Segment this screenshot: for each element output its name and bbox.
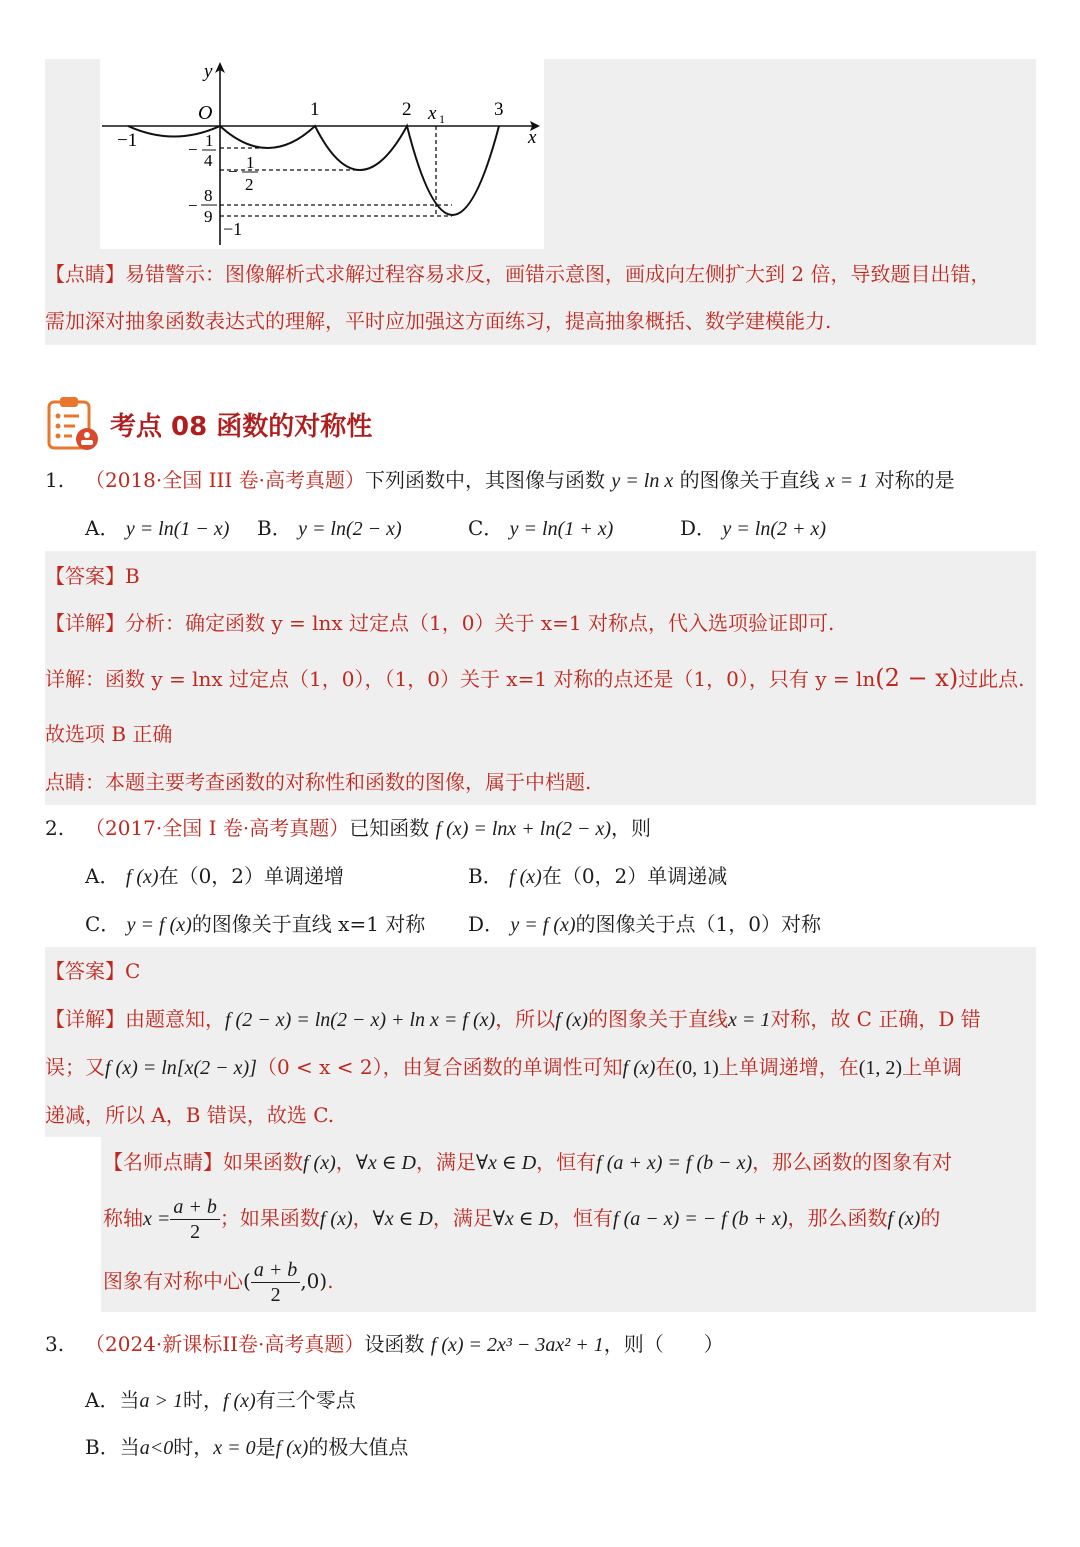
q1-detail-3 bbox=[45, 721, 172, 747]
q1-detail-line-3: 故选项 B 正确 bbox=[45, 722, 173, 746]
q2-ms2k: ，那么函数 bbox=[787, 1206, 888, 1230]
q1-answer-tag: 【答案】 bbox=[45, 564, 125, 588]
q2-detail-3 bbox=[45, 1102, 334, 1128]
q2-option-c bbox=[85, 911, 425, 938]
q2-d2h: (1, 2) bbox=[858, 1057, 903, 1079]
q2-ms1h: f (a + x) = f (b − x) bbox=[596, 1152, 753, 1174]
q2-ms1i: ，那么函数的图象有对 bbox=[752, 1150, 953, 1174]
q2-option-a-text: 在（0，2）单调递增 bbox=[158, 864, 345, 888]
q2-teacher-note-2 bbox=[103, 1192, 940, 1245]
q1-function: y = ln x bbox=[611, 470, 674, 492]
function-graph bbox=[100, 59, 544, 249]
q2-ms1d: ∀x ∈ D bbox=[355, 1152, 416, 1174]
q2-stem-a: 已知函数 bbox=[349, 816, 430, 840]
q3-optb-g: 的极大值点 bbox=[308, 1435, 409, 1459]
q3-option-a bbox=[85, 1387, 356, 1414]
q2-ms2j: f (a − x) = − f (b + x) bbox=[613, 1208, 788, 1230]
q2-number: 2. bbox=[45, 816, 65, 840]
q1-stem-c: 对称的是 bbox=[874, 468, 955, 492]
q2-d1f: x = 1 bbox=[727, 1009, 771, 1031]
x1-subscript: 1 bbox=[439, 112, 445, 126]
q2-ms3d: . bbox=[327, 1269, 334, 1293]
q2-d2g: 上单调递增，在 bbox=[718, 1055, 859, 1079]
q2-ms1f: ∀x ∈ D bbox=[475, 1152, 537, 1174]
dianjing-text-1: 易错警示：图像解析式求解过程容易求反，画错示意图，画成向左侧扩大到 2 倍，导致题目出错， bbox=[125, 262, 991, 286]
q2-d2e: 在 bbox=[655, 1055, 676, 1079]
q3-stem-a: 设函数 bbox=[364, 1332, 425, 1356]
dianjing-line-2 bbox=[45, 308, 831, 334]
q3-optb-e: 是 bbox=[255, 1435, 276, 1459]
q3-option-b bbox=[85, 1434, 408, 1461]
q2-option-a-letter: A． bbox=[85, 864, 120, 888]
q1-option-c-text: y = ln(1 + x) bbox=[509, 518, 614, 540]
q2-ms2c: ；如果函数 bbox=[219, 1206, 320, 1230]
q1-detail-line-4: 点睛：本题主要考查函数的对称性和函数的图像，属于中档题. bbox=[45, 770, 592, 794]
q1-option-d bbox=[680, 515, 826, 542]
dianjing-tag: 【点睛】 bbox=[45, 262, 125, 286]
center-fraction-num: a + b bbox=[251, 1258, 301, 1283]
origin-label: O bbox=[198, 102, 213, 124]
q2-ms1g: ，恒有 bbox=[536, 1150, 597, 1174]
q1-detail-line-2b: (2 − x) bbox=[875, 664, 959, 692]
q2-option-a bbox=[85, 863, 344, 890]
q3-optb-d: x = 0 bbox=[213, 1437, 256, 1459]
q2-ms1a: 如果函数 bbox=[223, 1150, 303, 1174]
q2-d2b: f (x) = ln[x(2 − x)] bbox=[105, 1057, 257, 1079]
q2-ms2d: f (x) bbox=[319, 1208, 353, 1230]
dianjing-line-1 bbox=[45, 261, 990, 287]
q2-option-d bbox=[468, 911, 821, 938]
q1-option-b bbox=[257, 515, 402, 542]
q3-opta-b: a > 1 bbox=[139, 1390, 183, 1412]
q1-stem bbox=[45, 467, 955, 494]
q3-optb-c: 时， bbox=[173, 1435, 214, 1459]
axis-fraction-num: a + b bbox=[170, 1195, 220, 1220]
q1-option-a-letter: A． bbox=[85, 516, 120, 540]
q2-d1g: 对称，故 C 正确，D 错 bbox=[770, 1007, 981, 1031]
q2-ms3c: ,0) bbox=[300, 1269, 328, 1293]
q2-d2i: 上单调 bbox=[902, 1055, 963, 1079]
neg-sign-quarter: − bbox=[188, 140, 198, 159]
q3-opta-c: 时， bbox=[182, 1388, 223, 1412]
q1-detail-tag: 【详解】 bbox=[45, 611, 125, 635]
q2-d1c: ，所以 bbox=[495, 1007, 556, 1031]
q3-opta-e: 有三个零点 bbox=[255, 1388, 356, 1412]
q1-option-d-text: y = ln(2 + x) bbox=[722, 518, 827, 540]
q1-answer bbox=[45, 563, 140, 589]
q2-ms1e: ，满足 bbox=[415, 1150, 476, 1174]
eightninths-den: 9 bbox=[204, 207, 213, 226]
q2-d1d: f (x) bbox=[555, 1009, 588, 1031]
q2-option-b-letter: B． bbox=[468, 864, 503, 888]
q2-ms2m: 的 bbox=[920, 1206, 941, 1230]
q1-option-c bbox=[468, 515, 613, 542]
half-den: 2 bbox=[245, 175, 254, 194]
q3-source: （2024·新课标II卷·高考真题） bbox=[85, 1332, 365, 1356]
q2-ms2l: f (x) bbox=[887, 1208, 921, 1230]
half-num: 1 bbox=[246, 153, 255, 172]
tick-neg1: −1 bbox=[117, 130, 138, 151]
q2-d3: 递减，所以 A，B 错误，故选 C. bbox=[45, 1103, 335, 1127]
q2-option-c-text: 的图像关于直线 x=1 对称 bbox=[191, 912, 426, 936]
q2-option-b bbox=[468, 863, 727, 890]
q2-detail-tag: 【详解】 bbox=[45, 1007, 125, 1031]
q1-stem-a: 下列函数中，其图像与函数 bbox=[365, 468, 606, 492]
q1-line: x = 1 bbox=[825, 470, 869, 492]
neg-sign-half: − bbox=[228, 162, 238, 181]
q1-detail-line-1: 分析：确定函数 y = lnx 过定点（1，0）关于 x=1 对称点，代入选项验证即可. bbox=[125, 611, 835, 635]
clipboard-icon bbox=[45, 396, 101, 452]
q2-option-c-letter: C． bbox=[85, 912, 121, 936]
q2-stem-b: ，则 bbox=[611, 816, 652, 840]
q2-answer-tag: 【答案】 bbox=[45, 959, 125, 983]
q2-ms2b: x = bbox=[143, 1208, 171, 1230]
q2-option-b-f: f (x) bbox=[509, 866, 542, 888]
q3-option-b-letter: B． bbox=[85, 1435, 120, 1459]
q2-d2d: f (x) bbox=[622, 1057, 656, 1079]
x-axis-label: x bbox=[528, 127, 537, 148]
quarter-den: 4 bbox=[204, 151, 213, 170]
q2-answer-value: C bbox=[125, 959, 141, 983]
q2-teacher-note-3 bbox=[103, 1255, 334, 1307]
q3-stem bbox=[45, 1331, 724, 1358]
q2-option-d-text: 的图像关于点（1，0）对称 bbox=[575, 912, 821, 936]
q3-optb-a: 当 bbox=[119, 1435, 140, 1459]
axis-fraction bbox=[170, 1195, 220, 1244]
q1-number: 1. bbox=[45, 468, 65, 492]
q2-stem bbox=[45, 815, 651, 842]
y-axis-label: y bbox=[204, 61, 213, 82]
q3-option-a-letter: A． bbox=[85, 1388, 120, 1412]
q1-option-a-text: y = ln(1 − x) bbox=[125, 518, 230, 540]
q2-option-a-f: f (x) bbox=[125, 866, 159, 888]
q1-detail-2 bbox=[45, 665, 1025, 692]
q2-d2a: 误；又 bbox=[45, 1055, 105, 1079]
q2-ms1c: ， bbox=[335, 1150, 356, 1174]
q2-ms2g: ，满足 bbox=[432, 1206, 493, 1230]
q2-d2f: (0, 1) bbox=[675, 1057, 719, 1079]
q2-ms2h: ∀x ∈ D bbox=[492, 1208, 554, 1230]
q2-ms3a: 图象有对称中心 bbox=[103, 1269, 243, 1293]
q1-answer-value: B bbox=[125, 564, 140, 588]
q1-option-b-text: y = ln(2 − x) bbox=[298, 518, 402, 540]
center-fraction bbox=[251, 1258, 301, 1307]
dianjing-text-2: 需加深对抽象函数表达式的理解，平时应加强这方面练习，提高抽象概括、数学建模能力. bbox=[45, 309, 832, 333]
tick-1: 1 bbox=[310, 99, 320, 120]
q2-source: （2017·全国 I 卷·高考真题） bbox=[85, 816, 350, 840]
q3-stem-b: ，则（ ） bbox=[603, 1332, 724, 1356]
q3-optb-f: f (x) bbox=[275, 1437, 309, 1459]
tick-3: 3 bbox=[494, 99, 504, 120]
section-title: 考点 08 函数的对称性 bbox=[110, 412, 373, 442]
q2-d1b: f (2 − x) = ln(2 − x) + ln x = f (x) bbox=[225, 1009, 496, 1031]
center-fraction-den: 2 bbox=[270, 1284, 281, 1306]
q2-ms2a: 称轴 bbox=[103, 1206, 143, 1230]
q1-source: （2018·全国 III 卷·高考真题） bbox=[85, 468, 366, 492]
q2-teacher-tag: 【名师点睛】 bbox=[103, 1150, 223, 1174]
q2-ms1b: f (x) bbox=[303, 1152, 336, 1174]
ymin-label: −1 bbox=[223, 219, 243, 239]
q1-option-c-letter: C． bbox=[468, 516, 504, 540]
q2-detail-2 bbox=[45, 1054, 962, 1081]
q2-answer bbox=[45, 958, 140, 984]
q3-number: 3. bbox=[45, 1332, 65, 1356]
q1-detail-1 bbox=[45, 610, 834, 636]
quarter-num: 1 bbox=[205, 131, 214, 150]
q2-option-d-f: y = f (x) bbox=[510, 914, 576, 936]
x1-label: x bbox=[428, 103, 437, 124]
q2-ms3b: ( bbox=[243, 1269, 251, 1293]
q3-function: f (x) = 2x³ − 3ax² + 1 bbox=[430, 1334, 604, 1356]
q2-function: f (x) = lnx + ln(2 − x) bbox=[435, 818, 612, 840]
q2-d1e: 的图象关于直线 bbox=[587, 1007, 728, 1031]
q1-detail-line-2c: 过此点. bbox=[958, 667, 1025, 691]
q2-d2c: （0 < x < 2），由复合函数的单调性可知 bbox=[256, 1055, 623, 1079]
q2-ms2i: ，恒有 bbox=[553, 1206, 614, 1230]
axis-fraction-den: 2 bbox=[190, 1221, 201, 1243]
q3-opta-d: f (x) bbox=[222, 1390, 256, 1412]
q2-option-c-f: y = f (x) bbox=[126, 914, 192, 936]
q1-detail-4 bbox=[45, 769, 591, 795]
q3-opta-a: 当 bbox=[119, 1388, 140, 1412]
q1-stem-b: 的图像关于直线 bbox=[679, 468, 820, 492]
tick-2: 2 bbox=[402, 99, 412, 120]
neg-sign-89: − bbox=[188, 196, 198, 215]
q2-option-d-letter: D． bbox=[468, 912, 505, 936]
q1-detail-line-2a: 详解：函数 y = lnx 过定点（1，0），（1，0）关于 x=1 对称的点还是（1，0），只有 y = ln bbox=[45, 667, 876, 691]
q1-option-d-letter: D． bbox=[680, 516, 717, 540]
eightninths-num: 8 bbox=[204, 186, 213, 205]
q1-option-b-letter: B． bbox=[257, 516, 292, 540]
q1-option-a bbox=[85, 515, 229, 542]
q2-teacher-note-1 bbox=[103, 1149, 952, 1176]
q2-detail-1 bbox=[45, 1006, 981, 1033]
q2-ms2e: ， bbox=[352, 1206, 373, 1230]
q2-ms2f: ∀x ∈ D bbox=[372, 1208, 433, 1230]
q3-optb-b: a<0 bbox=[139, 1437, 174, 1459]
q2-option-b-text: 在（0，2）单调递减 bbox=[541, 864, 728, 888]
q2-d1a: 由题意知， bbox=[125, 1007, 225, 1031]
